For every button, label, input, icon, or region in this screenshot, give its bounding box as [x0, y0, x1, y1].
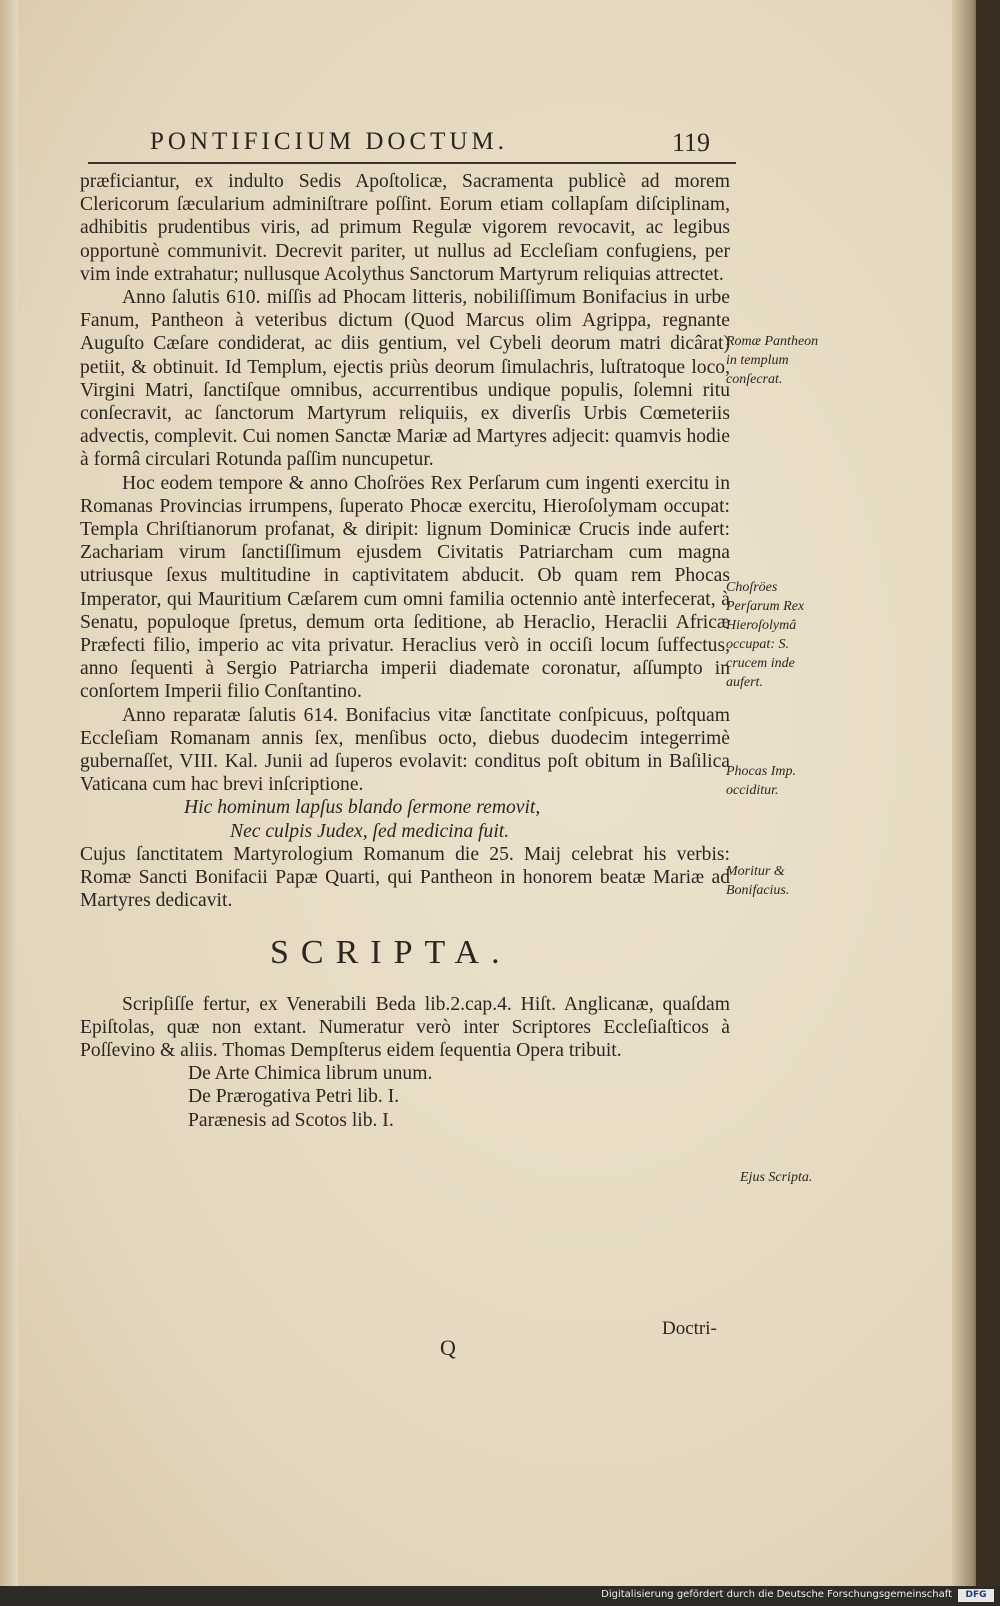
- page-number: 119: [672, 128, 711, 157]
- dfg-logo-icon: DFG: [958, 1589, 994, 1602]
- margin-note: Romæ Pantheon in templum conſecrat.: [726, 334, 819, 387]
- margin-note: Phocas Imp. occiditur.: [726, 764, 796, 798]
- footer-credit: Digitalisierung gefördert durch die Deutsche Forschungsgemeinschaft: [601, 1589, 952, 1600]
- catchword: Doctri-: [662, 1318, 717, 1339]
- running-head-title: PONTIFICIUM DOCTUM.: [150, 128, 508, 155]
- paragraph: Hoc eodem tempore & anno Choſröes Rex Perſarum cum ingenti exercitu in Romanas Provincias irrumpens, ſuperato Phocæ exercitu, Hieroſolymam occupat: Templa Chriſtianorum profanat, & diripit: lignum Dominicæ Crucis inde aufert: Zachariam virum ſanctiſſimum ejusdem Civitatis Patriarcham cum magna utriusque ſexus multitudine in captivitatem abducit. Ob quam rem Phocas Imperator, qui Mauritium Cæſarem cum omni familia octennio antè interfecerat, à Senatu, populoque ſpretus, demum orta ſeditione, ab Heraclio, Heraclii Africæ Præfecti filio, imperio ac vita privatur. Heraclius verò in occiſi locum ſuffectus, anno ſequenti à Sergio Patriarcha imperii diademate coronatur, aſſumpto in conſortem Imperii filio Conſtantino.: [80, 472, 730, 703]
- signature-mark: Q: [440, 1335, 456, 1360]
- margin-note: Moritur & Bonifacius.: [726, 864, 790, 898]
- verse-line: Nec culpis Judex, ſed medicina fuit.: [230, 820, 510, 842]
- verse-line: Hic hominum lapſus blando ſermone removit,: [184, 797, 541, 819]
- page-edge: [952, 0, 976, 1586]
- paragraph: Anno ſalutis 610. miſſis ad Phocam litteris, nobiliſſimum Bonifacius in urbe Fanum, Pantheon à veteribus dictum (Quod Marcus olim Agrippa, regnante Auguſto Cæſare condiderat, ac diis gentium, vel Cybeli deorum matri dicârat) petiit, & obtinuit. Id Templum, ejectis priùs deorum ſimulachris, luſtratoque loco, Virgini Matri, ſanctiſque omnibus, accurrentibus undique populis, ſolemni ritu conſecravit, ac ſanctorum Martyrum reliquiis, ex diverſis Urbis Cœmeteriis advectis, complevit. Cui nomen Sanctæ Mariæ ad Martyres adjecit: quamvis hodie à formâ circulari Rotunda paſſim nuncupetur.: [80, 287, 730, 471]
- list-item: De Arte Chimica librum unum.: [188, 1063, 433, 1085]
- paragraph: Scripſiſſe fertur, ex Venerabili Beda lib.2.cap.4. Hiſt. Anglicanæ, quaſdam Epiſtolas, quæ non extant. Numeratur verò inter Scriptores Eccleſiaſticos à Poſſevino & aliis. Thomas Dempſterus eidem ſequentia Opera tribuit.: [80, 993, 730, 1061]
- main-text: [80, 170, 730, 1132]
- works-list: [80, 1062, 730, 1132]
- footer-bar: [0, 1586, 1000, 1606]
- section-heading: SCRIPTA.: [270, 933, 512, 971]
- margin-note: Choſröes Perſarum Rex Hieroſolymâ occupat: S. crucem inde aufert.: [726, 580, 805, 690]
- list-item: De Prærogativa Petri lib. I.: [188, 1086, 400, 1108]
- paragraph: Anno reparatæ ſalutis 614. Bonifacius vitæ ſanctitate conſpicuus, poſtquam Eccleſiam Romanam annis ſex, menſibus octo, diebus duodecim integerrimè gubernaſſet, VIII. Kal. Junii ad ſuperos evolavit: conditus poſt obitum in Baſilica Vaticana cum hac brevi inſcriptione.: [80, 704, 730, 796]
- paragraph: præficiantur, ex indulto Sedis Apoſtolicæ, Sacramenta publicè ad morem Clericorum ſæcularium adminiſtrare poſſint. Eorum etiam collapſam diſciplinam, adhibitis prudentibus viris, ad primum Regulæ vigorem revocavit, ac legibus opportunè communivit. Decrevit pariter, ut nullus ad Eccleſiam confugiens, per vim inde extrahatur; nullusque Acolythus Sanctorum Martyrum reliquias attrectet.: [80, 171, 730, 285]
- paragraph: Cujus ſanctitatem Martyrologium Romanum die 25. Maij celebrat his verbis: Romæ Sancti Bonifacii Papæ Quarti, qui Pantheon in honorem beatæ Mariæ ad Martyres dedicavit.: [80, 843, 730, 912]
- margin-note: Ejus Scripta.: [740, 1170, 813, 1185]
- list-item: Parænesis ad Scotos lib. I.: [188, 1109, 394, 1131]
- header-rule: [88, 162, 736, 164]
- page-gutter: [0, 0, 18, 1586]
